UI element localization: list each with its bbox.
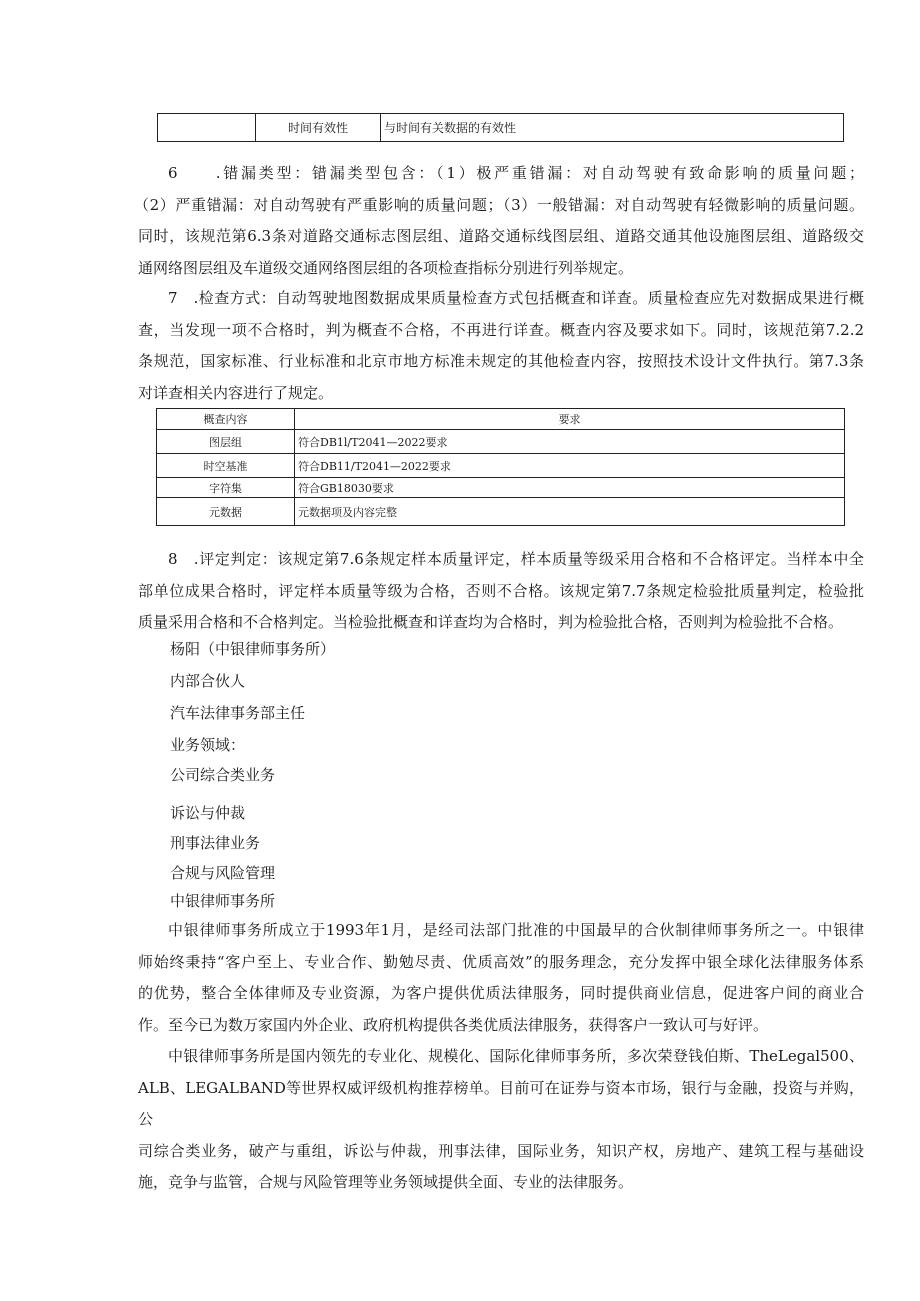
- overview-check-table: [156, 408, 845, 526]
- text-line: 作。至今已为数万家国内外企业、政府机构提供各类优质法律服务，获得客户一致认可与好评。: [138, 1015, 769, 1034]
- table-row: [157, 454, 845, 478]
- table-cell: 元数据项及内容完整: [295, 498, 845, 526]
- table-header-cell: 要求: [295, 409, 845, 430]
- firm-name: 中银律师事务所: [170, 892, 276, 910]
- table-row: [157, 498, 845, 526]
- text-line: 中银律师事务所是国内领先的专业化、规模化、国际化律师事务所，多次荣登钱伯斯、TheLegal500、: [168, 1047, 864, 1065]
- text-line: 6 .错漏类型：错漏类型包含：（1）极严重错漏：对自动驾驶有致命影响的质量问题；: [168, 164, 864, 182]
- text-line: 条规范，国家标准、行业标准和北京市地方标准未规定的其他检查内容，按照技术设计文件执行。第7.3条: [138, 352, 864, 370]
- table-cell: 与时间有关数据的有效性: [381, 114, 844, 142]
- paragraph-evaluation: [138, 544, 864, 639]
- text-line: 施，竞争与监管，合规与风险管理等业务领域提供全面、专业的法律服务。: [138, 1173, 634, 1191]
- text-line: 同时，该规范第6.3条对道路交通标志图层组、道路交通标线图层组、道路交通其他设施图层组、道路级交: [138, 227, 864, 245]
- paragraph-check-method: [138, 283, 864, 409]
- table-cell: 时间有效性: [256, 114, 381, 142]
- author-title: 内部合伙人: [170, 672, 246, 690]
- table-cell: 时空基准: [157, 454, 295, 478]
- table-cell: 符合DB11/T2041—2022要求: [295, 454, 845, 478]
- practice-area: 诉讼与仲裁: [170, 804, 246, 822]
- practice-area: 合规与风险管理: [170, 864, 276, 882]
- text-line: 司综合类业务，破产与重组，诉讼与仲裁，刑事法律，国际业务，知识产权，房地产、建筑工程与基础设: [138, 1141, 864, 1160]
- text-line: 师始终秉持“客户至上、专业合作、勤勉尽责、优质高效”的服务理念，充分发挥中银全球化法律服务体系: [138, 952, 864, 971]
- table-cell: 符合DB1l/T2041—2022要求: [295, 430, 845, 454]
- text-line: 7 .检查方式：自动驾驶地图数据成果质量检查方式包括概查和详查。质量检查应先对数据成果进行概: [168, 289, 864, 307]
- areas-label: 业务领域：: [170, 736, 246, 754]
- text-line: 8 .评定判定：该规定第7.6条规定样本质量评定，样本质量等级采用合格和不合格评定。当样本中全: [168, 550, 864, 568]
- author-name: 杨阳（中银律师事务所）: [170, 640, 336, 658]
- paragraph-firm-services: [138, 1041, 864, 1199]
- table-cell: 符合GB18030要求: [295, 478, 845, 498]
- text-line: 部单位成果合格时，评定样本质量等级为合格，否则不合格。该规定第7.7条规定检验批质量判定，检验批: [138, 581, 864, 600]
- text-line: 通网络图层组及车道级交通网络图层组的各项检查指标分别进行列举规定。: [138, 258, 634, 277]
- author-title: 汽车法律事务部主任: [170, 704, 306, 722]
- table-cell: 元数据: [157, 498, 295, 526]
- practice-area: 公司综合类业务: [170, 766, 276, 784]
- table-cell: 图层组: [157, 430, 295, 454]
- table-cell: 字符集: [157, 478, 295, 498]
- text-line: 质量采用合格和不合格判定。当检验批概查和详查均为合格时，判为检验批合格，否则判为检验批不合格。: [138, 613, 844, 631]
- text-line: ALB、LEGALBAND等世界权威评级机构推荐榜单。目前可在证券与资本市场，银行与金融，投资与并购，公: [138, 1078, 864, 1128]
- paragraph-firm-intro: [138, 915, 864, 1041]
- text-line: 中银律师事务所成立于1993年1月，是经司法部门批准的中国最早的合伙制律师事务所之一。中银律: [168, 921, 864, 939]
- table-header-cell: 概查内容: [157, 409, 295, 430]
- paragraph-error-types: [134, 158, 864, 284]
- table-row: [157, 478, 845, 498]
- text-line: （2）严重错漏：对自动驾驶有严重影响的质量问题；（3）一般错漏：对自动驾驶有轻微影响的质量问题。: [134, 195, 864, 214]
- table-row: [158, 114, 844, 142]
- table-header-row: [157, 409, 845, 430]
- text-line: 对详查相关内容进行了规定。: [138, 383, 334, 402]
- text-line: 查，当发现一项不合格时，判为概查不合格，不再进行详查。概查内容及要求如下。同时，该规范第7.2.2: [138, 320, 864, 339]
- table-row: [157, 430, 845, 454]
- text-line: 的优势，整合全体律师及专业资源，为客户提供优质法律服务，同时提供商业信息，促进客户间的商业合: [138, 984, 864, 1002]
- table-cell: [158, 114, 256, 142]
- practice-area: 刑事法律业务: [170, 834, 261, 852]
- validity-table: [157, 113, 844, 142]
